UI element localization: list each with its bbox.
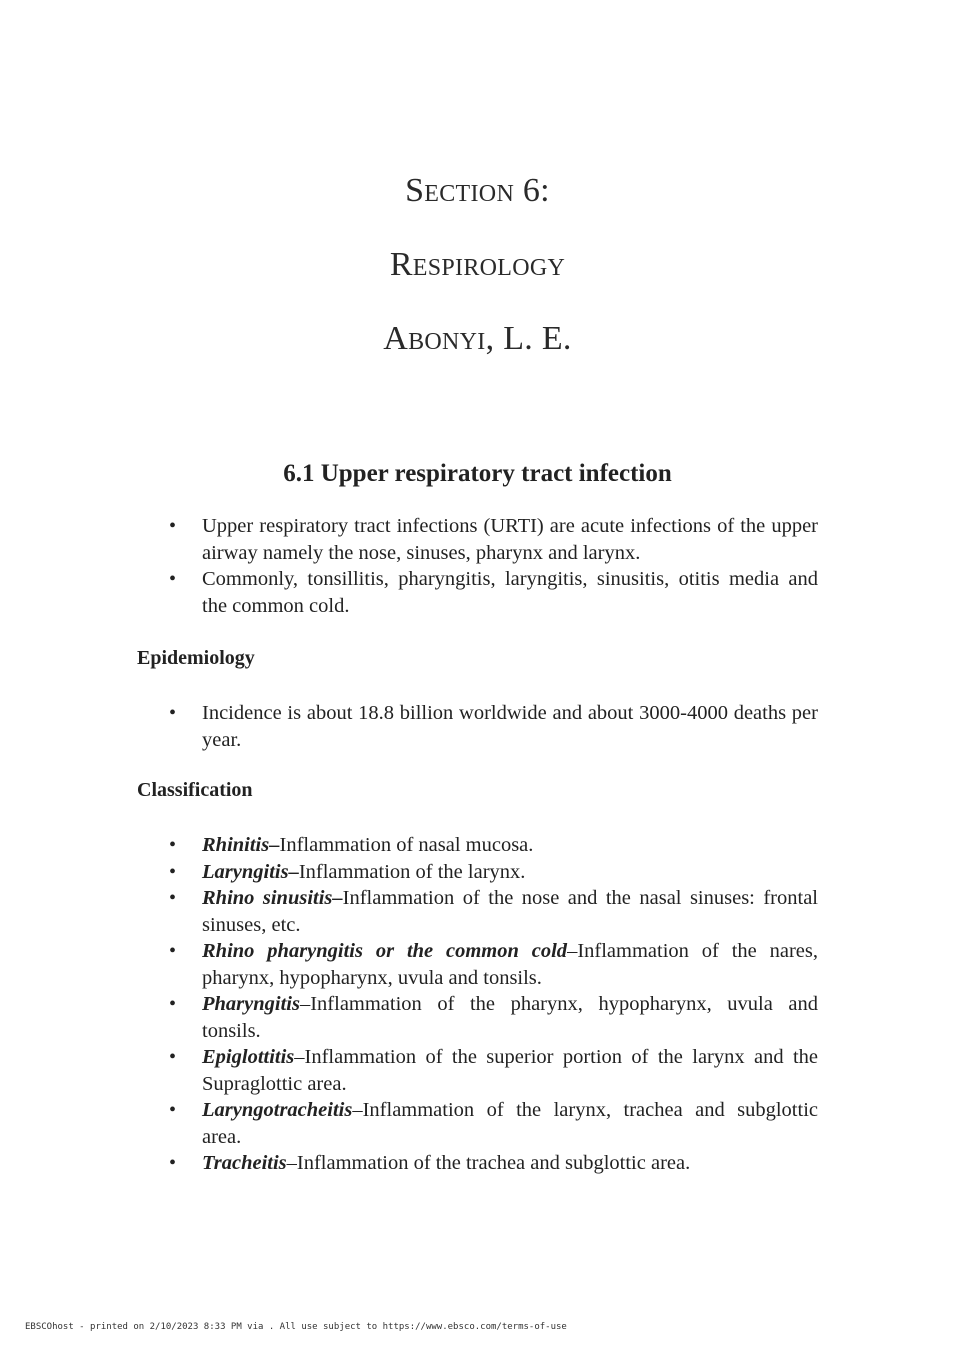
definition: Inflammation of the larynx.: [298, 860, 526, 883]
definition: –Inflammation of the pharynx, hypopharynx, uvula and tonsils.: [202, 993, 818, 1042]
epidemiology-list: [0, 700, 818, 753]
definition: –Inflammation of the nares, pharynx, hypopharynx, uvula and tonsils.: [202, 940, 818, 989]
definition: –Inflammation of the larynx, trachea and subglottic area.: [202, 1099, 818, 1148]
term: Laryngitis–: [202, 860, 299, 883]
classification-list: [0, 832, 818, 1177]
author-name: Abonyi, L. E.: [383, 320, 572, 357]
term: Rhino sinusitis–: [202, 887, 343, 909]
classification-item-rhinitis: [0, 832, 818, 859]
classification-item-common-cold: [0, 938, 818, 991]
term: Epiglottitis: [202, 1046, 295, 1068]
definition: –Inflammation of the superior portion of the larynx and the Supraglottic area.: [202, 1046, 818, 1095]
classification-item-rhino-sinusitis: [0, 885, 818, 938]
term: Laryngotracheitis: [202, 1099, 353, 1121]
classification-item-epiglottitis: [0, 1044, 818, 1097]
term: Pharyngitis: [202, 993, 300, 1015]
epidemiology-heading: Epidemiology: [137, 647, 255, 669]
definition: –Inflammation of the trachea and subglottic area.: [286, 1152, 691, 1174]
classification-item-pharyngitis: [0, 991, 818, 1044]
section-subject-title: Respirology: [389, 246, 566, 283]
classification-item-tracheitis: [0, 1150, 818, 1177]
section-number-title: Section 6:: [405, 172, 550, 209]
term: Tracheitis: [202, 1152, 287, 1174]
definition: Inflammation of the nose and the nasal sinuses: frontal sinuses, etc.: [202, 887, 818, 936]
term: Rhino pharyngitis or the common cold: [202, 940, 568, 962]
list-item: • Incidence is about 18.8 billion worldwide and about 3000-4000 deaths per year.: [0, 700, 818, 753]
classification-item-laryngitis: [0, 859, 818, 886]
list-item: • Commonly, tonsillitis, pharyngitis, laryngitis, sinusitis, otitis media and the common cold.: [0, 566, 818, 619]
classification-heading: Classification: [137, 779, 253, 801]
list-item: • Upper respiratory tract infections (URTI) are acute infections of the upper airway namely the nose, sinuses, pharynx and larynx.: [0, 513, 818, 566]
print-footer: EBSCOhost - printed on 2/10/2023 8:33 PM via . All use subject to https://www.ebsco.com/terms-of-use: [25, 1322, 567, 1332]
classification-item-laryngotracheitis: [0, 1097, 818, 1150]
section-heading: 6.1 Upper respiratory tract infection: [283, 460, 672, 487]
urti-intro-list: [0, 513, 818, 619]
definition: Inflammation of nasal mucosa.: [279, 834, 534, 856]
term: Rhinitis–: [202, 834, 280, 856]
